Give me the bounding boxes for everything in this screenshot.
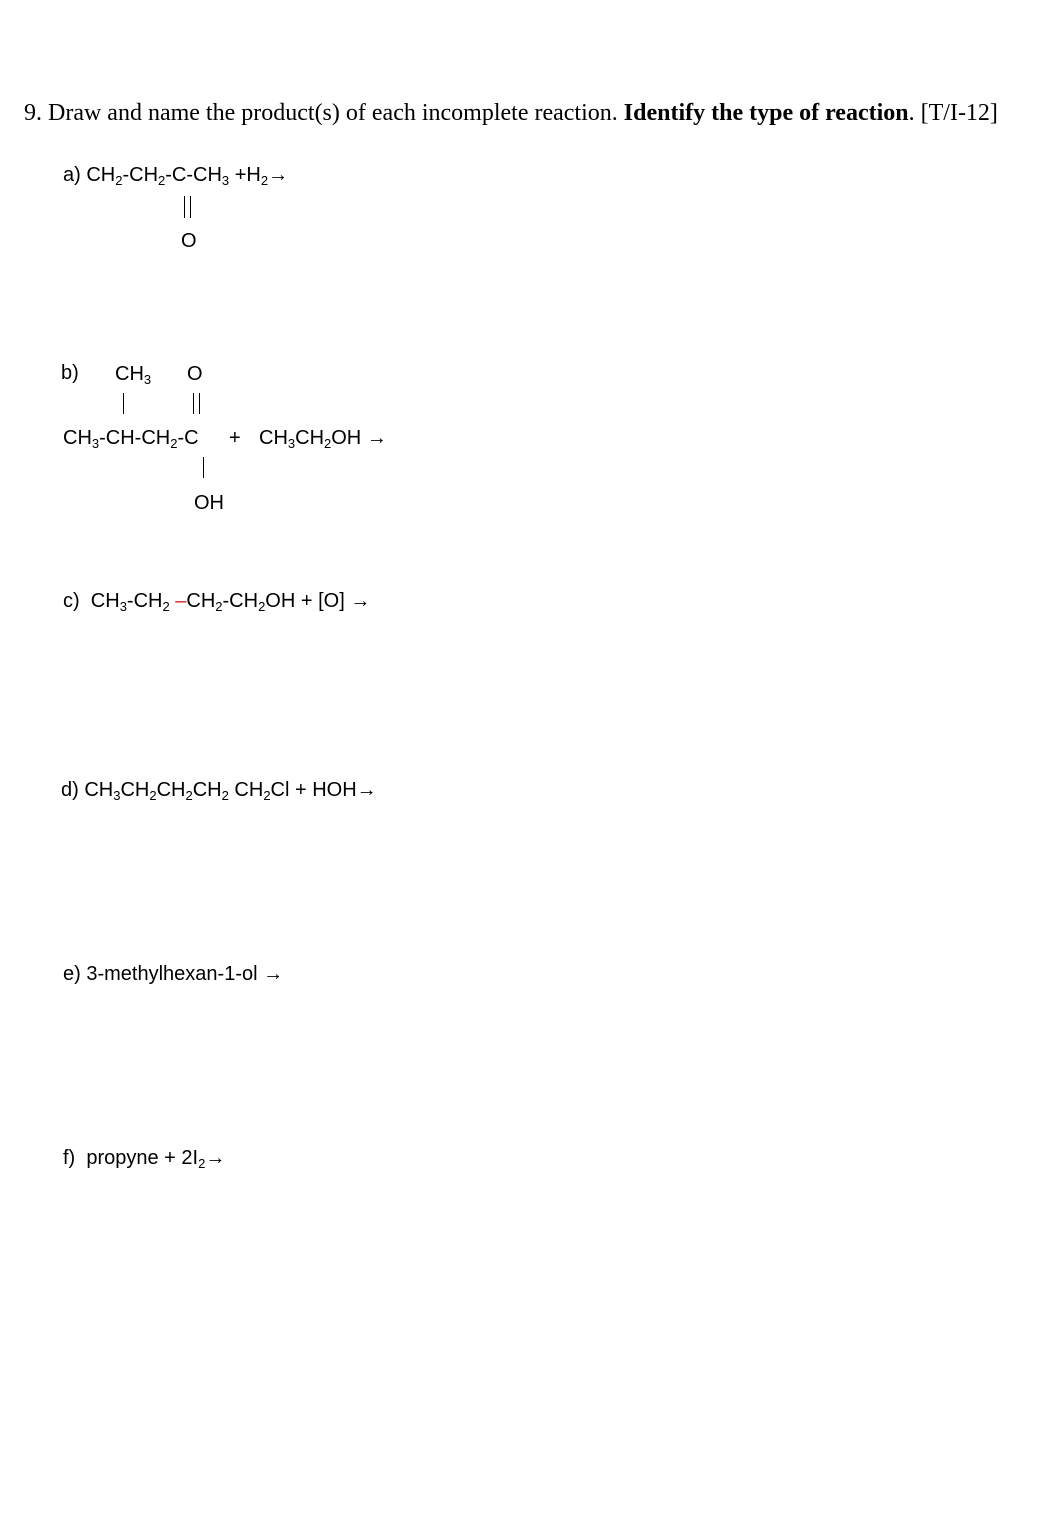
reaction-e-label: e): [63, 963, 81, 985]
reaction-a-arrow: →: [268, 164, 289, 186]
reaction-c-arrow: →: [350, 590, 371, 612]
reaction-e: [63, 961, 283, 987]
reaction-b-main-chain: $CH_3-CH-CH_2-C$: [63, 427, 199, 451]
reaction-c-red-dash: –: [175, 590, 187, 612]
reaction-c-formula: $CH_3-CH_2$ $-CH_2-CH_2OH + [O]$ →: [90, 590, 371, 614]
reaction-a-double-bond-left: [184, 196, 185, 218]
reaction-b-hydroxyl-bond: [203, 457, 204, 478]
question-emphasis: Identify the type of reaction: [623, 100, 909, 126]
question-period: .: [908, 100, 915, 126]
reaction-f-formula: propyne + $2I_2\to$: [86, 1147, 226, 1171]
question-text: Draw and name the product(s) of each incomplete reaction.: [48, 100, 618, 126]
reaction-b-carbonyl-oxygen: O: [187, 363, 203, 385]
reaction-d-formula: $CH_3CH_2CH_2CH_2$ $CH_2Cl + HOH\to$: [84, 779, 377, 803]
reaction-e-arrow: →: [263, 963, 284, 985]
reaction-b-label: b): [61, 362, 79, 384]
question-number: 9.: [24, 100, 42, 126]
reaction-b-double-bond-right: [199, 393, 200, 414]
reaction-a: [63, 162, 288, 188]
reaction-d: [61, 777, 377, 803]
reaction-c-label: c): [63, 590, 80, 612]
reaction-b-plus: +: [229, 427, 241, 449]
reaction-b-branch-bond: [123, 393, 124, 414]
reaction-b-arrow: →: [366, 427, 387, 449]
reaction-b-hydroxyl: OH: [194, 492, 224, 514]
reaction-d-arrow: →: [356, 779, 377, 801]
reaction-b-methyl-branch: $CH_3$: [115, 363, 152, 387]
question-tag: [T/I-12]: [920, 100, 998, 126]
reaction-f: [63, 1145, 225, 1171]
reaction-c: [63, 588, 370, 614]
reaction-a-oxygen: O: [181, 230, 197, 252]
question-prompt: [24, 97, 998, 129]
reaction-b-reactant-ethanol: $CH_3CH_2OH$ →: [259, 427, 387, 451]
reaction-e-text: 3-methylhexan-1-ol: [86, 963, 264, 985]
reaction-b-double-bond-left: [193, 393, 194, 414]
reaction-a-double-bond-right: [190, 196, 191, 218]
reaction-d-label: d): [61, 779, 79, 801]
reaction-f-label: f): [63, 1147, 76, 1169]
reaction-a-label: a): [63, 164, 81, 186]
reaction-a-formula: $CH_2-CH_2-C-CH_3 +H_2\to$: [86, 164, 289, 188]
reaction-f-arrow: →: [205, 1147, 226, 1169]
